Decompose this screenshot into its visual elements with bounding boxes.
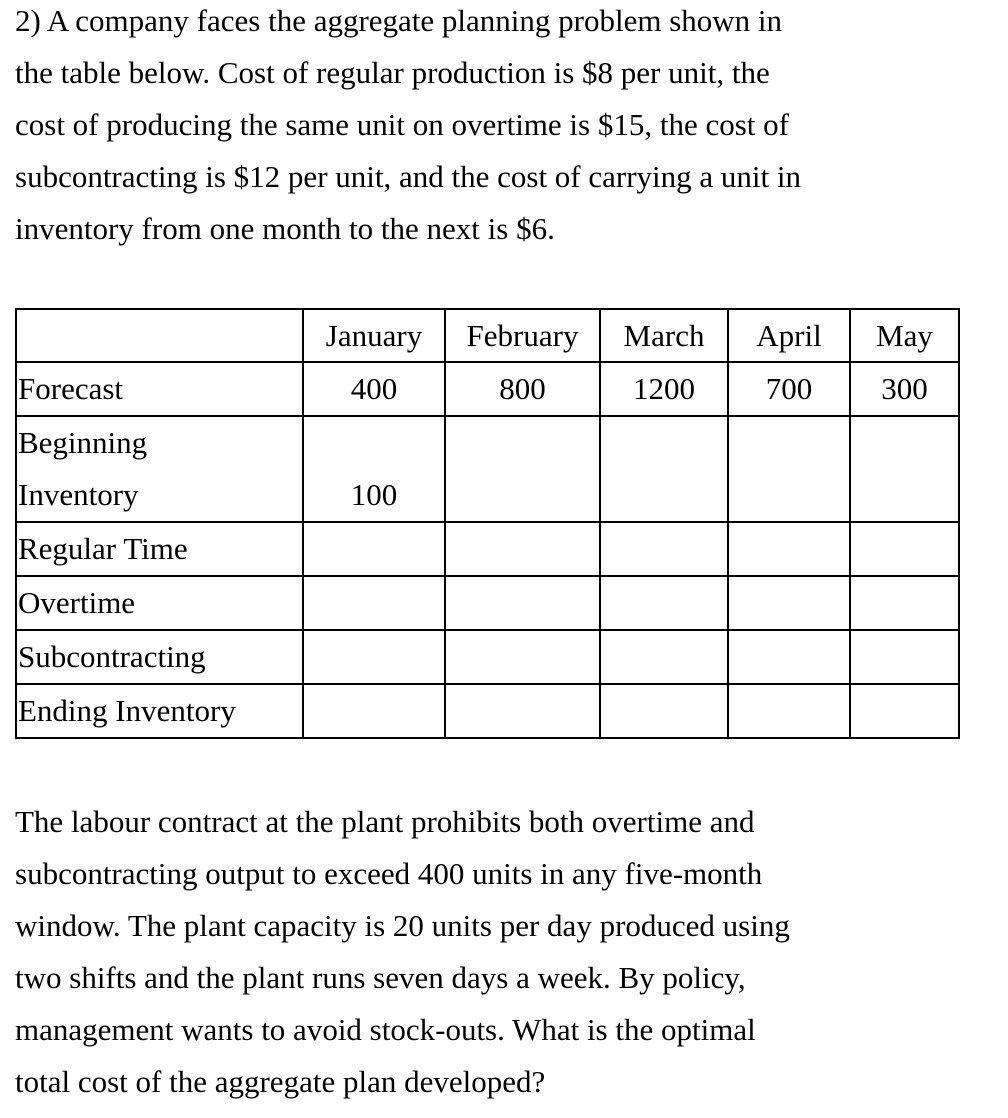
table-cell <box>850 684 959 738</box>
month-header-february: February <box>445 309 600 362</box>
table-cell <box>445 522 600 576</box>
row-label-overtime: Overtime <box>16 576 303 630</box>
question-line: management wants to avoid stock-outs. What is the optimal <box>15 1012 756 1047</box>
table-cell <box>850 576 959 630</box>
table-cell: 800 <box>445 362 600 416</box>
question-line: window. The plant capacity is 20 units per day produced using <box>15 908 790 943</box>
table-cell <box>600 630 728 684</box>
table-cell <box>445 416 600 522</box>
table-cell <box>600 576 728 630</box>
table-cell <box>303 684 445 738</box>
month-header-january: January <box>303 309 445 362</box>
problem-line: the table below. Cost of regular production is $8 per unit, the <box>15 55 770 90</box>
row-label-ending-inventory: Ending Inventory <box>16 684 303 738</box>
table-cell <box>600 522 728 576</box>
row-label-line: Inventory <box>18 477 139 512</box>
table-cell: 400 <box>303 362 445 416</box>
question-line: two shifts and the plant runs seven days a week. By policy, <box>15 960 746 995</box>
table-cell <box>445 630 600 684</box>
table-cell <box>850 416 959 522</box>
row-label-regular-time: Regular Time <box>16 522 303 576</box>
row-label-beginning-inventory <box>16 416 303 522</box>
table-cell <box>303 522 445 576</box>
problem-statement <box>15 0 801 255</box>
table-cell <box>445 684 600 738</box>
table-cell <box>728 576 850 630</box>
table-row-ending-inventory <box>16 684 959 738</box>
table-cell <box>445 576 600 630</box>
table-cell: 700 <box>728 362 850 416</box>
aggregate-plan-table <box>15 308 960 739</box>
month-header-april: April <box>728 309 850 362</box>
table-row-regular-time <box>16 522 959 576</box>
table-row-forecast <box>16 362 959 416</box>
problem-line: subcontracting is $12 per unit, and the cost of carrying a unit in <box>15 159 802 194</box>
table-cell: 1200 <box>600 362 728 416</box>
question-line: total cost of the aggregate plan developed? <box>15 1064 546 1099</box>
question-line: subcontracting output to exceed 400 units in any five-month <box>15 856 763 891</box>
month-header-may: May <box>850 309 959 362</box>
table-row-overtime <box>16 576 959 630</box>
problem-line: 2) A company faces the aggregate planning problem shown in <box>15 3 783 38</box>
table-cell <box>728 416 850 522</box>
table-cell <box>600 416 728 522</box>
month-header-march: March <box>600 309 728 362</box>
table-cell <box>728 684 850 738</box>
table-cell <box>303 576 445 630</box>
constraints-question <box>15 796 790 1108</box>
row-label-line: Beginning <box>18 425 148 460</box>
table-cell <box>303 630 445 684</box>
table-row-beginning-inventory <box>16 416 959 522</box>
problem-line: inventory from one month to the next is $6. <box>15 211 555 246</box>
row-label-forecast: Forecast <box>16 362 303 416</box>
table-corner-cell <box>16 309 303 362</box>
table-cell <box>600 684 728 738</box>
table-cell <box>850 522 959 576</box>
question-line: The labour contract at the plant prohibits both overtime and <box>15 804 755 839</box>
table-cell: 300 <box>850 362 959 416</box>
table-cell <box>728 630 850 684</box>
problem-line: cost of producing the same unit on overtime is $15, the cost of <box>15 107 789 142</box>
table-cell: 100 <box>303 416 445 522</box>
table-row-subcontracting <box>16 630 959 684</box>
table-cell <box>850 630 959 684</box>
table-header-row <box>16 309 959 362</box>
table-cell <box>728 522 850 576</box>
row-label-subcontracting: Subcontracting <box>16 630 303 684</box>
